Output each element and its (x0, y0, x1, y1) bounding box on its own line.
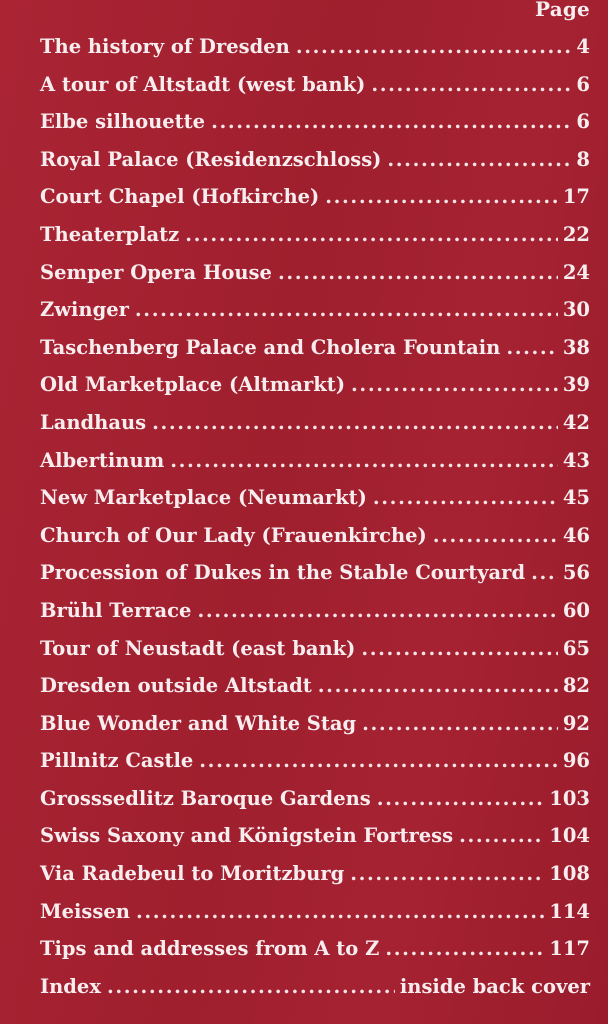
dot-leader (107, 975, 395, 998)
toc-entry-page: 4 (576, 35, 590, 58)
toc-entry-title: Semper Opera House (40, 260, 272, 284)
toc-entry-page: 56 (562, 561, 590, 585)
toc-entry[interactable] (40, 223, 590, 261)
dot-leader (459, 824, 544, 847)
toc-entry[interactable] (40, 599, 590, 637)
dot-leader (350, 862, 544, 885)
toc-entry-title: Court Chapel (Hofkirche) (40, 185, 320, 209)
toc-entry-title: Grosssedlitz Baroque Gardens (40, 786, 371, 810)
dot-leader (325, 185, 558, 208)
toc-entry[interactable] (40, 975, 590, 1013)
dot-leader (170, 449, 558, 472)
dot-leader (152, 411, 558, 434)
toc-entry-title: Tour of Neustadt (east bank) (40, 636, 356, 660)
dot-leader (385, 937, 544, 960)
toc-entry-title: Tips and addresses from A to Z (40, 937, 380, 961)
toc-entry[interactable] (40, 824, 590, 862)
toc-entry[interactable] (40, 937, 590, 975)
toc-entry-page: 92 (562, 711, 590, 735)
dot-leader (377, 787, 545, 810)
toc-entry-page: 17 (562, 185, 590, 209)
toc-entry-title: Royal Palace (Residenzschloss) (40, 147, 382, 171)
toc-entry-page: 108 (549, 862, 590, 886)
toc-entry-title: Landhaus (40, 410, 147, 434)
toc-entry[interactable] (40, 298, 590, 336)
toc-entry[interactable] (40, 787, 590, 825)
dot-leader (199, 749, 558, 772)
page-column-header: Page (535, 0, 590, 21)
toc-entry-page: 103 (549, 786, 590, 810)
dot-leader (135, 298, 558, 321)
toc-entry[interactable] (40, 373, 590, 411)
toc-entry-page: 65 (562, 636, 590, 660)
toc-entry[interactable] (40, 637, 590, 675)
toc-entry[interactable] (40, 148, 590, 186)
toc-entry-page: 42 (562, 410, 590, 434)
dot-leader (373, 486, 558, 509)
toc-entry-page: 39 (562, 373, 590, 397)
dot-leader (371, 73, 571, 96)
dot-leader (318, 674, 558, 697)
toc-list (40, 35, 590, 1012)
toc-entry-title: New Marketplace (Neumarkt) (40, 486, 367, 510)
toc-entry-page: 82 (562, 674, 590, 698)
toc-entry-title: The history of Dresden (40, 35, 290, 58)
toc-entry-page: 30 (562, 298, 590, 322)
dot-leader (387, 148, 571, 171)
toc-entry-page: 24 (562, 260, 590, 284)
toc-entry-page: 96 (562, 749, 590, 773)
toc-entry[interactable] (40, 524, 590, 562)
dot-leader (211, 110, 571, 133)
toc-entry-title: Church of Our Lady (Frauenkirche) (40, 523, 427, 547)
toc-entry-title: Brühl Terrace (40, 598, 192, 622)
toc-entry-title: Albertinum (40, 448, 165, 472)
dot-leader (361, 637, 557, 660)
toc-entry[interactable] (40, 411, 590, 449)
toc-entry-title: Meissen (40, 899, 130, 923)
dot-leader (197, 599, 557, 622)
toc-entry-title: Theaterplatz (40, 222, 180, 246)
toc-entry-title: Zwinger (40, 298, 129, 322)
toc-entry-title: Dresden outside Altstadt (40, 674, 312, 698)
dot-leader (351, 373, 558, 396)
toc-entry[interactable] (40, 712, 590, 750)
toc-entry[interactable] (40, 900, 590, 938)
toc-entry-page: 60 (562, 598, 590, 622)
dot-leader (531, 561, 558, 584)
toc-entry-title: Pillnitz Castle (40, 749, 194, 773)
toc-entry-page: 43 (562, 448, 590, 472)
toc-entry-title: Procession of Dukes in the Stable Courtyard (40, 561, 526, 585)
toc-entry[interactable] (40, 862, 590, 900)
toc-entry-title: Via Radebeul to Moritzburg (40, 862, 345, 886)
toc-entry-title: A tour of Altstadt (west bank) (40, 72, 366, 96)
toc-entry-page: 38 (562, 335, 590, 359)
toc-entry[interactable] (40, 73, 590, 111)
toc-entry-page: 6 (576, 72, 590, 96)
dot-leader (136, 900, 544, 923)
toc-entry[interactable] (40, 749, 590, 787)
toc-entry[interactable] (40, 674, 590, 712)
toc-entry-page: 104 (549, 824, 590, 848)
toc-entry[interactable] (40, 449, 590, 487)
toc-entry-page: 22 (562, 222, 590, 246)
toc-entry-title: Taschenberg Palace and Cholera Fountain (40, 335, 501, 359)
toc-entry[interactable] (40, 110, 590, 148)
dot-leader (278, 261, 558, 284)
toc-entry-page: 8 (576, 147, 590, 171)
dot-leader (185, 223, 558, 246)
toc-entry-page: 45 (562, 486, 590, 510)
dot-leader (362, 712, 558, 735)
toc-entry-page: 114 (549, 899, 590, 923)
toc-entry-title: Old Marketplace (Altmarkt) (40, 373, 346, 397)
toc-entry-page: 46 (562, 523, 590, 547)
dot-leader (506, 336, 558, 359)
toc-entry[interactable] (40, 336, 590, 374)
toc-entry[interactable] (40, 561, 590, 599)
toc-entry[interactable] (40, 35, 590, 73)
toc-entry-title: Blue Wonder and White Stag (40, 711, 357, 735)
toc-entry-page: inside back cover (399, 974, 590, 998)
toc-entry-title: Elbe silhouette (40, 110, 206, 134)
toc-entry-title: Index (40, 974, 101, 998)
dot-leader (296, 35, 572, 58)
toc-entry[interactable] (40, 486, 590, 524)
toc-entry-page: 117 (549, 937, 590, 961)
toc-entry-title: Swiss Saxony and Königstein Fortress (40, 824, 454, 848)
dot-leader (433, 524, 558, 547)
toc-entry-page: 6 (576, 110, 590, 134)
toc-entry[interactable] (40, 261, 590, 299)
toc-entry[interactable] (40, 185, 590, 223)
